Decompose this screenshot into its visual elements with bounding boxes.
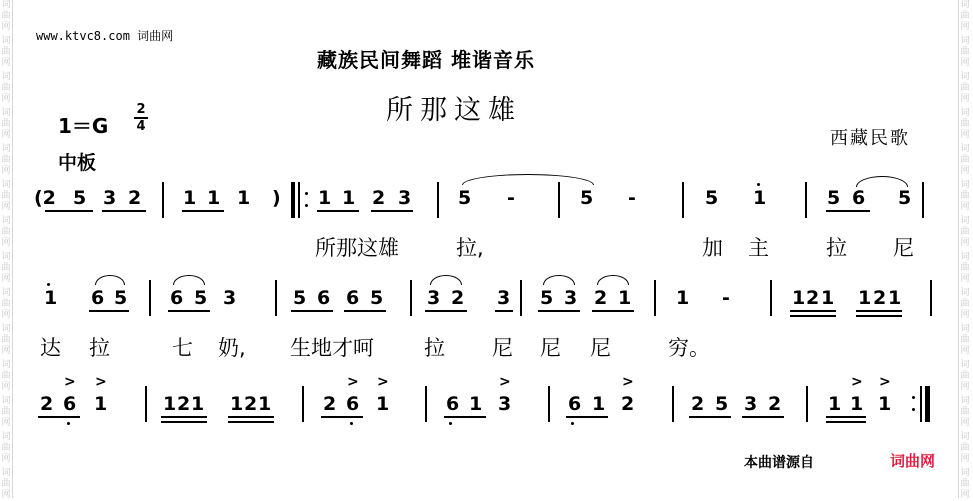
high-octave-dot	[47, 283, 50, 286]
watermark-glyph: 网	[1, 238, 11, 248]
accent-mark: >	[879, 374, 891, 390]
note: 1	[850, 393, 864, 415]
tie	[597, 275, 629, 285]
underline	[161, 416, 207, 418]
underline	[38, 416, 80, 418]
watermark-glyph: 曲	[960, 263, 970, 273]
watermark-glyph: 曲	[960, 407, 970, 417]
barline	[806, 386, 808, 422]
time-signature-bottom: 4	[136, 119, 146, 134]
watermark-right	[958, 0, 971, 498]
low-octave-dot	[449, 422, 452, 425]
note: 5	[715, 393, 729, 415]
lyric: 所那这雄	[315, 236, 399, 260]
note: 1	[207, 187, 221, 209]
time-signature-top: 2	[136, 102, 146, 117]
barline	[275, 280, 277, 316]
lyric: 尼	[893, 236, 914, 260]
underline	[790, 310, 836, 312]
watermark-glyph: 词	[960, 144, 970, 154]
watermark-glyph: 曲	[1, 479, 11, 489]
note: 1	[376, 393, 390, 415]
note: 3	[497, 287, 511, 309]
watermark-glyph: 网	[960, 346, 970, 356]
lyric: 拉,	[456, 236, 484, 260]
tie	[462, 174, 594, 185]
watermark-glyph: 词	[1, 180, 11, 190]
watermark-glyph: 曲	[1, 443, 11, 453]
watermark-glyph: 曲	[960, 479, 970, 489]
watermark-glyph: 网	[1, 418, 11, 428]
tempo-marking: 中板	[58, 152, 97, 174]
watermark-glyph: 曲	[960, 371, 970, 381]
accent-mark: >	[851, 374, 863, 390]
site-url: www.ktvc8.com 词曲网	[36, 29, 174, 43]
watermark-glyph: 词	[960, 288, 970, 298]
note: -	[628, 187, 636, 209]
repeat-barline	[291, 182, 295, 218]
watermark-glyph: 词	[1, 252, 11, 262]
underline	[826, 210, 870, 212]
underline	[742, 416, 784, 418]
note: 1	[230, 393, 244, 415]
barline	[162, 182, 164, 218]
watermark-glyph: 曲	[1, 299, 11, 309]
barline	[425, 386, 427, 422]
barline	[930, 280, 932, 316]
barline	[682, 182, 684, 218]
lyric: 尼	[540, 336, 561, 360]
underline	[344, 310, 386, 312]
note: 1	[592, 393, 606, 415]
watermark-glyph: 词	[960, 324, 970, 334]
note: 1	[44, 287, 58, 309]
underline	[168, 310, 210, 312]
lyric: 主	[748, 236, 769, 260]
watermark-glyph: 曲	[960, 47, 970, 57]
note: 2	[323, 393, 337, 415]
note: 2	[372, 187, 386, 209]
watermark-glyph: 词	[960, 396, 970, 406]
accent-mark: >	[377, 374, 389, 390]
watermark-glyph: 网	[960, 490, 970, 500]
note: 6	[346, 287, 360, 309]
underline	[495, 310, 513, 312]
accent-mark: >	[347, 374, 359, 390]
accent-mark: >	[95, 374, 107, 390]
watermark-glyph: 网	[960, 58, 970, 68]
underline	[228, 416, 274, 418]
watermark-glyph: 曲	[960, 11, 970, 21]
watermark-glyph: 词	[1, 432, 11, 442]
note: 5	[705, 187, 719, 209]
note: 6	[346, 393, 360, 415]
note: 1	[163, 393, 177, 415]
watermark-glyph: 曲	[1, 83, 11, 93]
watermark-glyph: 曲	[1, 155, 11, 165]
song-category-title: 藏族民间舞蹈 堆谐音乐	[317, 48, 535, 72]
watermark-glyph: 曲	[960, 155, 970, 165]
note: 6	[446, 393, 460, 415]
watermark-glyph: 曲	[960, 227, 970, 237]
repeat-dot	[912, 396, 915, 399]
underline	[856, 310, 902, 312]
note: 1	[342, 187, 356, 209]
watermark-glyph: 词	[1, 72, 11, 82]
watermark-glyph: 网	[1, 310, 11, 320]
final-barline-thin	[920, 386, 922, 422]
lyric: 尼	[492, 336, 513, 360]
note: 1	[753, 187, 767, 209]
watermark-glyph: 网	[960, 382, 970, 392]
note: 1	[183, 187, 197, 209]
note: 5	[580, 187, 594, 209]
watermark-glyph: 曲	[1, 119, 11, 129]
watermark-glyph: 词	[1, 360, 11, 370]
underline	[689, 416, 731, 418]
watermark-glyph: 词	[960, 252, 970, 262]
note: 1	[237, 187, 251, 209]
note: 1	[469, 393, 483, 415]
tie	[95, 275, 125, 285]
barline	[558, 182, 560, 218]
note: 2	[40, 393, 54, 415]
watermark-glyph: 网	[960, 130, 970, 140]
underline	[826, 421, 866, 423]
note: 1	[878, 393, 892, 415]
underline	[538, 310, 580, 312]
watermark-glyph: 网	[1, 166, 11, 176]
lyric: 拉	[826, 236, 847, 260]
accent-mark: >	[64, 374, 76, 390]
watermark-glyph: 词	[1, 0, 11, 10]
underline	[425, 310, 467, 312]
key-signature: 1＝G	[58, 114, 109, 138]
underline	[102, 210, 146, 212]
note: 3	[564, 287, 578, 309]
note: 5	[293, 287, 307, 309]
low-octave-dot	[67, 422, 70, 425]
note: 5	[370, 287, 384, 309]
watermark-glyph: 曲	[960, 83, 970, 93]
underline	[228, 421, 274, 423]
barline	[410, 280, 412, 316]
watermark-glyph: 词	[1, 396, 11, 406]
song-origin: 西藏民歌	[830, 128, 910, 149]
watermark-glyph: 网	[960, 274, 970, 284]
note: 2	[128, 187, 142, 209]
watermark-glyph: 网	[1, 346, 11, 356]
note: 3	[744, 393, 758, 415]
underline	[182, 210, 224, 212]
note: 1	[318, 187, 332, 209]
note: 2	[177, 393, 191, 415]
lyric: 尼	[590, 336, 611, 360]
note: 1	[821, 287, 835, 309]
watermark-glyph: 词	[1, 36, 11, 46]
note: 2	[768, 393, 782, 415]
barline	[770, 280, 772, 316]
song-title: 所那这雄	[386, 95, 522, 126]
watermark-glyph: 词	[1, 288, 11, 298]
low-octave-dot	[350, 422, 353, 425]
note: 6	[568, 393, 582, 415]
note: 1	[828, 393, 842, 415]
note: 6	[852, 187, 866, 209]
accent-mark: >	[499, 374, 511, 390]
note: 6	[317, 287, 331, 309]
repeat-dot	[305, 192, 308, 195]
note: 6	[63, 393, 77, 415]
watermark-glyph: 词	[1, 144, 11, 154]
accent-mark: >	[622, 374, 634, 390]
watermark-glyph: 曲	[1, 11, 11, 21]
repeat-dot	[912, 408, 915, 411]
lyric: 拉	[89, 336, 110, 360]
watermark-glyph: 词	[960, 0, 970, 10]
tie	[856, 176, 908, 187]
note: -	[507, 187, 515, 209]
watermark-glyph: 网	[960, 94, 970, 104]
watermark-glyph: 曲	[1, 407, 11, 417]
watermark-glyph: 网	[960, 166, 970, 176]
tie	[543, 275, 575, 285]
underline	[317, 210, 359, 212]
underline	[371, 210, 413, 212]
watermark-glyph: 曲	[1, 191, 11, 201]
underline	[321, 416, 363, 418]
lyric: 加	[702, 236, 723, 260]
underline	[45, 210, 93, 212]
note: 2	[621, 393, 635, 415]
note: 1	[888, 287, 902, 309]
note: 5	[194, 287, 208, 309]
source-note: 本曲谱源自	[744, 455, 814, 471]
note: 2	[451, 287, 465, 309]
barline	[302, 386, 304, 422]
note: )	[272, 187, 281, 209]
note: 6	[170, 287, 184, 309]
watermark-glyph: 曲	[1, 335, 11, 345]
lyric: 七	[172, 336, 193, 360]
note: 2	[806, 287, 820, 309]
final-barline-thick	[925, 386, 930, 422]
watermark-glyph: 网	[1, 490, 11, 500]
note: 2	[873, 287, 887, 309]
watermark-glyph: 网	[1, 22, 11, 32]
note: 1	[676, 287, 690, 309]
repeat-dot	[305, 204, 308, 207]
underline	[291, 310, 333, 312]
watermark-glyph: 词	[1, 216, 11, 226]
note: 3	[427, 287, 441, 309]
note: (2	[34, 187, 56, 209]
underline	[161, 421, 207, 423]
note: 2	[244, 393, 258, 415]
lyric: 生地才呵	[290, 336, 374, 360]
watermark-glyph: 词	[960, 36, 970, 46]
note: 3	[103, 187, 117, 209]
barline	[520, 280, 522, 316]
note: 1	[858, 287, 872, 309]
watermark-glyph: 曲	[1, 263, 11, 273]
watermark-glyph: 词	[960, 72, 970, 82]
watermark-glyph: 词	[960, 180, 970, 190]
note: 1	[258, 393, 272, 415]
repeat-barline	[298, 182, 300, 218]
barline	[149, 280, 151, 316]
site-logo[interactable]: 词曲网	[890, 452, 936, 470]
watermark-glyph: 网	[1, 202, 11, 212]
low-octave-dot	[571, 422, 574, 425]
underline	[89, 310, 129, 312]
watermark-glyph: 词	[1, 324, 11, 334]
note: 5	[73, 187, 87, 209]
barline	[437, 182, 439, 218]
underline	[790, 315, 836, 317]
note: 3	[398, 187, 412, 209]
barline	[548, 386, 550, 422]
watermark-glyph: 词	[960, 360, 970, 370]
watermark-glyph: 网	[960, 310, 970, 320]
tie	[430, 275, 462, 285]
watermark-glyph: 网	[1, 58, 11, 68]
watermark-left	[0, 0, 13, 498]
watermark-glyph: 曲	[1, 227, 11, 237]
watermark-glyph: 曲	[960, 443, 970, 453]
tie	[173, 275, 205, 285]
barline	[672, 386, 674, 422]
note: 5	[114, 287, 128, 309]
note: 5	[898, 187, 912, 209]
note: 5	[540, 287, 554, 309]
note: 6	[91, 287, 105, 309]
watermark-glyph: 曲	[1, 47, 11, 57]
time-signature	[134, 103, 148, 133]
watermark-glyph: 曲	[1, 371, 11, 381]
barline	[145, 386, 147, 422]
watermark-glyph: 词	[960, 432, 970, 442]
watermark-glyph: 曲	[960, 191, 970, 201]
watermark-glyph: 网	[960, 454, 970, 464]
watermark-glyph: 词	[960, 108, 970, 118]
underline	[826, 416, 866, 418]
note: 2	[691, 393, 705, 415]
note: 1	[191, 393, 205, 415]
watermark-glyph: 词	[960, 216, 970, 226]
lyric: 达	[40, 336, 61, 360]
note: 1	[618, 287, 632, 309]
high-octave-dot	[757, 183, 760, 186]
barline	[654, 280, 656, 316]
watermark-glyph: 网	[960, 202, 970, 212]
note: 5	[827, 187, 841, 209]
lyric: 拉	[424, 336, 445, 360]
lyric: 穷。	[668, 336, 710, 360]
watermark-glyph: 词	[960, 468, 970, 478]
note: 1	[94, 393, 108, 415]
watermark-glyph: 词	[1, 108, 11, 118]
watermark-glyph: 网	[960, 238, 970, 248]
watermark-glyph: 曲	[960, 335, 970, 345]
underline	[592, 310, 634, 312]
underline	[566, 416, 608, 418]
barline	[805, 182, 807, 218]
barline	[922, 182, 924, 218]
watermark-glyph: 网	[1, 454, 11, 464]
watermark-glyph: 曲	[960, 119, 970, 129]
watermark-glyph: 网	[960, 22, 970, 32]
note: 5	[458, 187, 472, 209]
watermark-glyph: 网	[1, 94, 11, 104]
watermark-glyph: 网	[1, 274, 11, 284]
watermark-glyph: 网	[1, 130, 11, 140]
note: 2	[594, 287, 608, 309]
underline	[856, 315, 902, 317]
watermark-glyph: 网	[1, 382, 11, 392]
note: 3	[223, 287, 237, 309]
note: 3	[498, 393, 512, 415]
watermark-glyph: 网	[960, 418, 970, 428]
watermark-glyph: 曲	[960, 299, 970, 309]
watermark-glyph: 词	[1, 468, 11, 478]
note: 1	[792, 287, 806, 309]
underline	[444, 416, 486, 418]
note: -	[722, 287, 730, 309]
lyric: 奶,	[218, 336, 246, 360]
